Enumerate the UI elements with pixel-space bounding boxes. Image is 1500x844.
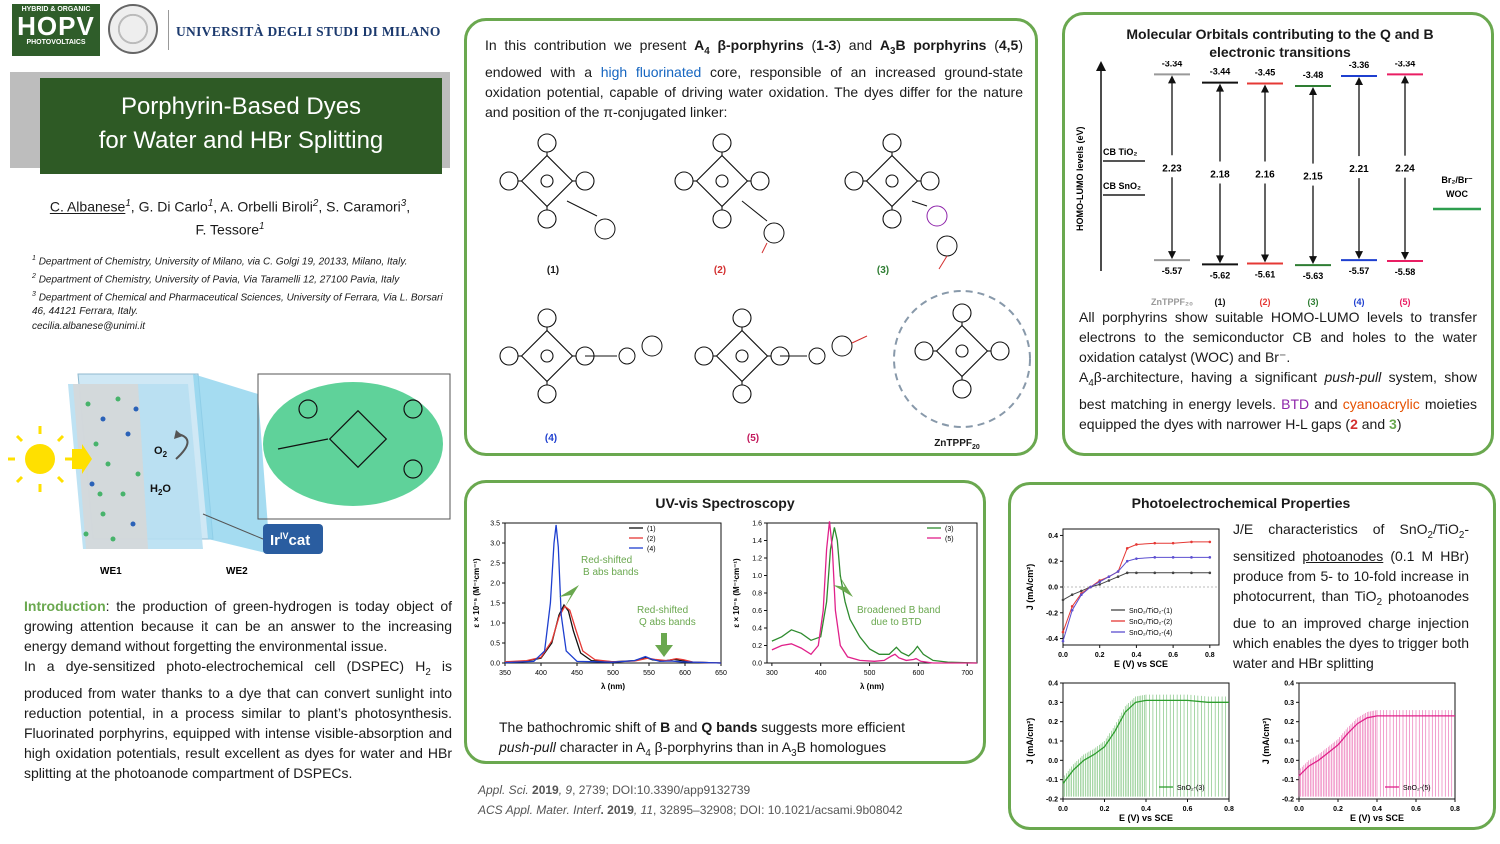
series-line (505, 606, 721, 663)
contrib-t6: endowed with a (485, 63, 601, 80)
x-tick-label: 0.0 (1058, 652, 1068, 659)
legend-label: (1) (647, 526, 656, 533)
series-line (505, 525, 721, 663)
uv-caption-a: The bathochromic shift of (499, 719, 661, 735)
series-line (505, 605, 721, 663)
label-2: (2) (713, 265, 727, 276)
data-point (1190, 556, 1193, 559)
y-tick-label: -0.2 (1281, 796, 1294, 804)
legend-label: SnO₂-(5) (1403, 785, 1431, 792)
data-point (1135, 543, 1138, 546)
data-point (1209, 556, 1212, 559)
data-point (1117, 575, 1120, 578)
pec-text-b: /TiO (1432, 521, 1459, 537)
gap-arrow-up-head (1355, 77, 1363, 85)
zntppf20-outline (894, 291, 1030, 427)
contrib-t4: B porphyrins (895, 37, 987, 53)
affiliation-2: $^2$ Department of Chemistry, University of Pavia, Via Taramelli 12, 27100 Pavia, Italy (32, 272, 400, 286)
contrib-t3: 1-3 (816, 37, 837, 53)
data-point (1209, 541, 1212, 544)
ircat-label: $Ir^{IV}cat$ (270, 531, 311, 549)
ref2-year: . 2019 (600, 803, 634, 817)
pec-text-d: photoanodes (1302, 547, 1384, 564)
intro-p2b: is produced from water thanks to a dye that can convert sunlight into reduction potential, in a process similar to plant’s photosynthesis. Fluorinated porphyrins, equipped with intense visible-absorption and high oxidation potentials, result excellent as dyes for water and HBr splitting at the photoanode compartment of DSPECs. (24, 658, 452, 781)
x-tick-label: 400 (814, 670, 827, 677)
data-point (1172, 572, 1175, 575)
uvvis-title: UV-vis Spectroscopy (655, 495, 795, 511)
x-tick-label: 0.0 (1294, 806, 1304, 813)
y-tick-label: -0.4 (1045, 636, 1058, 644)
x-tick-label: 0.4 (1141, 806, 1151, 813)
legend-label: SnO₂/TiO₂-(2) (1129, 619, 1173, 626)
affiliation-1-text: Department of Chemistry, University of Milano, via C. Golgi 19, 20133, Milano, Italy. (38, 256, 408, 268)
orbitals-text-p2d: system, show best matching in energy levels. (1079, 369, 1477, 412)
uv-caption-h: β-porphyrins than in A (650, 739, 792, 755)
x-tick-label: 0.4 (1372, 806, 1382, 813)
gap-arrow-up-head (1261, 85, 1269, 93)
gap-arrow-down-head (1168, 251, 1176, 259)
legend-label: SnO₂/TiO₂-(4) (1129, 630, 1173, 637)
series-line (1063, 573, 1210, 600)
y-tick-label: 0.3 (1048, 699, 1058, 707)
logo-line1: HYBRID & ORGANIC (21, 6, 91, 13)
x-axis-label: λ (nm) (860, 682, 884, 691)
woc-label-1: Br₂/Br⁻ (1441, 175, 1473, 185)
label-1: (1) (546, 265, 560, 276)
author-2-aff: 1 (207, 198, 214, 209)
molecule-1 (500, 134, 615, 239)
y-tick-label: 0.1 (1284, 738, 1294, 746)
uv-caption-e: suggests more efficient (757, 719, 905, 735)
y-tick-label: 2.0 (490, 580, 500, 588)
gap-arrow-up-head (1216, 84, 1224, 92)
y-tick-label: 0.0 (490, 660, 500, 668)
orbitals-text-and2: and (1357, 415, 1390, 432)
author-5-aff: 1 (259, 220, 265, 232)
reference-1 (478, 780, 903, 800)
o2-label: $O_2$ (154, 445, 168, 459)
legend-label: (5) (945, 536, 954, 543)
x-axis-label: λ (nm) (601, 682, 625, 691)
logo-line3: PHOTOVOLTAICS (26, 39, 86, 46)
structures-panel (464, 18, 1038, 456)
orbitals-text-p2c: push-pull (1324, 369, 1382, 385)
uv-caption-c: and (670, 719, 702, 735)
annotation-btd-1: Broadened B band (857, 605, 941, 616)
y-tick-label: 0.0 (752, 660, 762, 668)
ref1-journal: Appl. Sci. (478, 783, 529, 797)
pec-title: Photoelectrochemical Properties (1131, 495, 1351, 511)
gap-arrow-up-head (1401, 75, 1409, 83)
y-tick-label: 0.2 (1048, 719, 1058, 727)
y-tick-label: 1.5 (490, 600, 500, 608)
data-point (1062, 631, 1065, 634)
pec-text-f: photoanodes due to an improved charge injection which enables the dyes to trigger both water and HBr splitting (1233, 587, 1469, 671)
orbitals-text-p1: All porphyrins show suitable HOMO-LUMO levels to transfer electrons to the semiconductor CB and holes to the water oxidation catalyst (WOC) and Br⁻. (1079, 309, 1477, 365)
orbitals-title: Molecular Orbitals contributing to the Q and B electronic transitions (1126, 26, 1434, 60)
intro-p1: : the production of green-hydrogen is today object of growing attention because it can be an answer to the increasing energy demand without forgetting the environmental issue. (24, 598, 452, 654)
label-3: (3) (876, 265, 890, 276)
y-tick-label: 0.1 (1048, 738, 1058, 746)
x-tick-label: 400 (535, 670, 547, 677)
molecule-zntppf20 (915, 304, 1009, 398)
y-tick-label: 1.0 (752, 573, 762, 580)
y-tick-label: -0.2 (1045, 796, 1058, 804)
orbitals-panel (1062, 12, 1494, 456)
university-seal (108, 4, 158, 54)
y-tick-label: 1.4 (752, 538, 762, 545)
affiliation-2-text: Department of Chemistry, University of Pavia, Via Taramelli 12, 27100 Pavia, Italy (38, 274, 400, 286)
orbitals-text-close: ) (1396, 415, 1402, 432)
affiliations (32, 252, 450, 334)
ref1-year: 2019 (528, 783, 559, 797)
gap-value: 2.21 (1349, 164, 1369, 176)
lumo-value: -3.36 (1348, 61, 1370, 70)
uvvis-panel (464, 480, 986, 764)
ref2-rest: , 32895–32908; DOI: 10.1021/acsami.9b08042 (653, 803, 903, 817)
data-point (1190, 541, 1193, 544)
x-tick-label: 0.2 (1099, 806, 1110, 813)
data-point (1172, 556, 1175, 559)
data-point (1135, 557, 1138, 560)
molecule-3 (845, 134, 957, 269)
affiliation-3: $^3$ Department of Chemical and Pharmaceutical Sciences, University of Ferrara, Via L. Borsari 46, 44121 Ferrara, Italy. (32, 290, 443, 318)
cb-tio2-label: CB TiO₂ (1103, 147, 1138, 157)
homo-value: -5.63 (1302, 271, 1324, 282)
data-point (1153, 542, 1156, 545)
dye-label: (5) (1399, 297, 1411, 307)
legend-label: SnO₂/TiO₂-(1) (1129, 608, 1173, 615)
y-tick-label: 0.0 (1284, 757, 1294, 765)
x-tick-label: 600 (912, 670, 925, 677)
label-zntppf20: ZnTPPF$_{20}$ (934, 438, 980, 451)
sun-icon (8, 426, 78, 492)
dye-label: (1) (1214, 297, 1226, 307)
gap-value: 2.18 (1210, 169, 1230, 181)
orbitals-text-p2b: β-architecture, having a significant (1093, 369, 1325, 385)
y-tick-label: 0.6 (752, 608, 762, 615)
contrib-t5: 4,5 (998, 37, 1019, 53)
references (478, 780, 903, 820)
we1-label: WE1 (100, 566, 122, 577)
pec-text-e: (0.1 M HBr) produce from 5- to 10-fold increase in photocurrent, than TiO (1233, 547, 1469, 604)
affiliation-3-text: Department of Chemical and Pharmaceutical Sciences, University of Ferrara, Via L. Borsari 46, 44121 Ferrara, Italy. (32, 291, 443, 318)
orbitals-text-cyano: cyanoacrylic (1342, 395, 1420, 412)
we2-label: WE2 (226, 566, 248, 577)
title-line2: for Water and HBr Splitting (98, 127, 384, 154)
y-axis-label: J (mA/cm²) (1025, 717, 1035, 765)
y-axis-label: ε × 10⁻⁵ (M⁻¹cm⁻¹) (732, 558, 741, 628)
affiliation-1: $^1$ Department of Chemistry, University of Milano, via C. Golgi 19, 20133, Milano, Italy. (32, 255, 408, 268)
gap-value: 2.23 (1162, 163, 1182, 175)
data-point (1135, 572, 1138, 575)
y-tick-label: -0.1 (1045, 777, 1058, 785)
homo-value: -5.62 (1209, 270, 1231, 281)
intro-p2a: In a dye-sensitized photo-electrochemical cell (DSPEC) H (24, 658, 426, 674)
pec-chart-2 (1019, 675, 1239, 825)
gap-arrow-up-head (1168, 75, 1176, 83)
homo-value: -5.57 (1161, 266, 1183, 277)
annotation-arrow-b (559, 585, 579, 607)
uv-caption-g: character in A (555, 739, 646, 755)
author-1: C. Albanese (49, 198, 126, 215)
x-tick-label: 700 (961, 670, 974, 677)
data-point (1117, 570, 1120, 573)
authors: C. Albanese$^1$, G. Di Carlo$^1$, A. Orbelli Biroli$^2$, S. Caramori$^3$, F. Tessore$^1$ (49, 198, 411, 238)
data-point (1153, 556, 1156, 559)
x-tick-label: 0.6 (1168, 652, 1178, 659)
gap-arrow-down-head (1401, 252, 1409, 260)
x-tick-label: 0.2 (1094, 652, 1105, 659)
x-tick-label: 550 (643, 670, 655, 677)
ref1-vol: , 9 (558, 783, 573, 797)
pec-chart-1 (1019, 521, 1229, 671)
x-tick-label: 0.8 (1224, 806, 1234, 813)
email: cecilia.albanese@unimi.it (32, 320, 145, 332)
gap-value: 2.24 (1395, 163, 1415, 175)
contrib-t7: high fluorinated (600, 63, 702, 80)
x-tick-label: 0.2 (1333, 806, 1343, 813)
orbitals-text-and: and (1309, 395, 1343, 412)
data-point (1080, 590, 1083, 593)
data-point (1071, 605, 1074, 608)
series-line (1063, 557, 1210, 641)
author-5: F. Tessore (195, 221, 260, 238)
data-point (1108, 579, 1111, 582)
gap-arrow-down-head (1355, 251, 1363, 259)
gap-value: 2.15 (1303, 171, 1323, 183)
data-point (1098, 583, 1101, 586)
uv-caption-d: Q bands (701, 719, 758, 735)
ref2-journal: ACS Appl. Mater. Interf (478, 803, 601, 817)
y-tick-label: 0.0 (1048, 584, 1058, 592)
gap-arrow-down-head (1261, 255, 1269, 263)
series-line (772, 527, 977, 663)
gap-arrow-up-head (1309, 87, 1317, 95)
gap-arrow-down-head (1216, 255, 1224, 263)
molecule-2 (675, 134, 784, 253)
lumo-value: -3.48 (1302, 70, 1324, 80)
dye-label: (4) (1353, 297, 1365, 307)
logo-hopv (12, 4, 100, 56)
gap-arrow-down-head (1309, 256, 1317, 264)
author-3: A. Orbelli Biroli (220, 198, 313, 215)
pec-text: J/E characteristics of SnO$_2$/TiO$_2$-sensitized photoanodes (0.1 M HBr) produce from 5- to 10-fold increase in photocurrent, than TiO$_2$ photoanodes due to an improved charge injection which enables the dyes to trigger both water and HBr splitting (1233, 521, 1469, 671)
annotation-q-bands-1: Red-shifted (637, 605, 689, 616)
y-axis-label: J (mA/cm²) (1261, 717, 1271, 765)
orbitals-text-btd: BTD (1281, 395, 1310, 412)
data-point (1126, 560, 1129, 563)
annotation-b-bands-1: Red-shifted (581, 555, 633, 566)
data-point (1153, 572, 1156, 575)
x-tick-label: 0.8 (1450, 806, 1460, 813)
data-point (1089, 586, 1092, 589)
uv-caption-i: B homologues (796, 739, 887, 755)
dye-label: (2) (1259, 297, 1271, 307)
lumo-value: -3.45 (1254, 67, 1276, 78)
y-tick-label: 0.3 (1284, 699, 1294, 707)
university-name: UNIVERSITÀ DEGLI STUDI DI MILANO (176, 24, 441, 39)
uvvis-caption: The bathochromic shift of B and Q bands suggests more efficient push-pull character in $A_4$ β-porphyrins than in $A_3B$ homologues (499, 719, 905, 759)
plot-frame (767, 523, 977, 663)
dye-label: ZnTPPF₂₀ (1150, 297, 1194, 307)
x-axis-label: E (V) vs SCE (1118, 813, 1174, 823)
reference-2 (478, 800, 903, 820)
data-point (1071, 593, 1074, 596)
h2o-label: $H_2O$ (150, 483, 171, 497)
homo-value: -5.61 (1254, 269, 1276, 280)
lumo-value: -3.44 (1209, 66, 1231, 77)
homo-value: -5.58 (1394, 267, 1416, 277)
y-tick-label: 0.4 (1048, 532, 1058, 540)
x-tick-label: 0.8 (1204, 652, 1215, 659)
y-tick-label: 2.5 (490, 560, 500, 568)
y-tick-label: 1.2 (752, 555, 762, 563)
y-tick-label: -0.1 (1281, 777, 1294, 785)
x-tick-label: 0.4 (1131, 652, 1142, 659)
logo-main: HOPV (17, 11, 95, 41)
contribution-text: In this contribution we present $A_4$ β-porphyrins (1-3) and $A_3B$ porphyrins (4,5) endowed with a high fluorinated core, responsible of an increased ground-state oxidation potential, capable of driving water oxidation. The dyes differ for the nature and position of the π-conjugated linker: (485, 37, 1023, 120)
orbitals-text-n2: 2 (1350, 415, 1358, 432)
cb-sno2-label: CB SnO₂ (1103, 181, 1141, 191)
data-point (1126, 547, 1129, 550)
homo-value: -5.57 (1348, 266, 1370, 277)
data-point (1172, 542, 1175, 545)
y-tick-label: 0.8 (752, 590, 762, 598)
ref2-vol: , 11 (633, 803, 653, 817)
y-tick-label: 1.0 (490, 620, 500, 628)
x-tick-label: 350 (499, 670, 511, 677)
y-tick-label: 3.0 (490, 540, 500, 548)
orbitals-text-n3: 3 (1389, 415, 1397, 432)
y-tick-label: 0.4 (752, 625, 762, 633)
pec-text-c: -sensitized (1233, 521, 1469, 564)
dye-label: (3) (1307, 297, 1319, 307)
contrib-t8: core, responsible of an increased ground-state oxidation potential, capable of driving water oxidation. The dyes differ for the nature and position of the π-conjugated linker: (485, 63, 1023, 120)
legend-label: SnO₂-(3) (1177, 785, 1205, 792)
x-axis-label: E (V) vs SCE (1113, 659, 1169, 669)
uv-caption-b: B (660, 719, 671, 735)
legend-label: (2) (647, 536, 656, 543)
x-tick-label: 650 (715, 670, 727, 677)
molecule-structures (477, 121, 1033, 453)
x-tick-label: 450 (571, 670, 583, 677)
annotation-b-bands-2: B abs bands (583, 567, 639, 578)
legend-label: (4) (647, 546, 656, 553)
plot-frame (505, 523, 721, 663)
author-2: G. Di Carlo (138, 198, 208, 215)
data-point (1126, 572, 1129, 575)
data-point (1108, 575, 1111, 578)
y-tick-label: 0.4 (1284, 680, 1294, 688)
lumo-value: -3.34 (1161, 61, 1183, 69)
legend-label: (3) (945, 526, 954, 533)
label-4: (4) (544, 433, 558, 444)
y-tick-label: -0.2 (1045, 610, 1058, 618)
annotation-btd-2: due to BTD (871, 617, 922, 628)
author-1-aff: 1 (125, 198, 131, 209)
gap-value: 2.16 (1255, 169, 1275, 181)
x-tick-label: 0.0 (1058, 806, 1068, 813)
contrib-t2: β-porphyrins (717, 37, 804, 53)
introduction-text: Introduction: the production of green-hydrogen is today object of growing attention because it can be an answer to the increasing energy demand without forgetting the environmental issue. In a dye-sensitized photo-electrochemical cell (DSPEC) $H_2$ is produced from water thanks to a dye that can convert sunlight into reduction potential, in a process similar to plant’s photosynthesis. Fluorinated porphyrins, equipped with intense visible-absorption and high oxidation potentials, result excellent as dyes for water and HBr splitting at the photoanode compartment of DSPECs. (24, 598, 452, 781)
data-point (1071, 609, 1074, 612)
x-tick-label: 0.6 (1411, 806, 1421, 813)
data-point (1062, 640, 1065, 643)
uvvis-chart-1 (467, 513, 729, 693)
molecule-4 (500, 309, 662, 403)
ref1-rest: , 2739; DOI:10.3390/app9132739 (572, 783, 751, 797)
y-tick-label: 0.0 (1048, 757, 1058, 765)
dspec-cell-illustration (8, 364, 453, 579)
y-axis-label: ε × 10⁻⁵ (M⁻¹cm⁻¹) (472, 558, 481, 628)
y-tick-label: 0.2 (1048, 558, 1058, 566)
energy-axis-label: HOMO-LUMO levels (eV) (1075, 126, 1085, 231)
header-divider (168, 10, 169, 50)
x-axis-label: E (V) vs SCE (1349, 813, 1405, 823)
y-tick-label: 0.5 (490, 640, 500, 648)
lumo-value: -3.34 (1394, 61, 1416, 69)
title-line1: Porphyrin-Based Dyes (120, 93, 362, 120)
annotation-q-bands-2: Q abs bands (639, 617, 696, 628)
y-tick-label: 1.6 (752, 520, 762, 528)
title-box (40, 78, 442, 174)
x-tick-label: 500 (863, 670, 876, 677)
data-point (1209, 572, 1212, 575)
orbitals-text-p2e: moieties equipped the dyes with narrower H-L gaps ( (1079, 395, 1477, 432)
y-tick-label: 3.5 (490, 520, 500, 528)
data-point (1190, 572, 1193, 575)
intro-label: Introduction (24, 598, 106, 614)
data-point (1080, 593, 1083, 596)
author-4: S. Caramori (326, 198, 401, 215)
pec-chart-3 (1255, 675, 1465, 825)
contrib-t1: In this contribution we present (485, 37, 695, 53)
data-point (1098, 581, 1101, 584)
orbitals-text-p2a: A (1079, 369, 1089, 385)
uv-caption-f: push-pull (499, 739, 556, 755)
y-tick-label: 0.2 (1284, 719, 1294, 727)
x-tick-label: 500 (607, 670, 619, 677)
data-point (1062, 599, 1065, 602)
label-5: (5) (746, 433, 760, 444)
orbital-diagram (1065, 61, 1491, 311)
y-axis-label: J (mA/cm²) (1025, 563, 1035, 611)
x-tick-label: 0.6 (1182, 806, 1193, 813)
author-4-aff: 3 (400, 198, 407, 209)
pec-panel (1008, 482, 1496, 830)
author-3-aff: 2 (312, 198, 319, 209)
annotation-arrow-q (655, 633, 673, 657)
x-tick-label: 600 (679, 670, 691, 677)
y-tick-label: 0.2 (752, 643, 762, 650)
x-tick-label: 300 (766, 670, 778, 677)
y-tick-label: 0.4 (1048, 680, 1058, 688)
molecule-5 (695, 309, 867, 403)
uvvis-chart-2 (727, 513, 985, 693)
orbitals-text: All porphyrins show suitable HOMO-LUMO levels to transfer electrons to the semiconductor CB and holes to the water oxidation catalyst (WOC) and Br⁻. $A_4\beta$-architecture, having a significant push-pull system, show best matching in energy levels. BTD and cyanoacrylic moieties equipped the dyes with narrower H-L gaps (2 and 3) (1079, 309, 1477, 432)
woc-label-2: WOC (1446, 189, 1468, 199)
pec-text-a: J/E characteristics of SnO (1233, 521, 1428, 537)
